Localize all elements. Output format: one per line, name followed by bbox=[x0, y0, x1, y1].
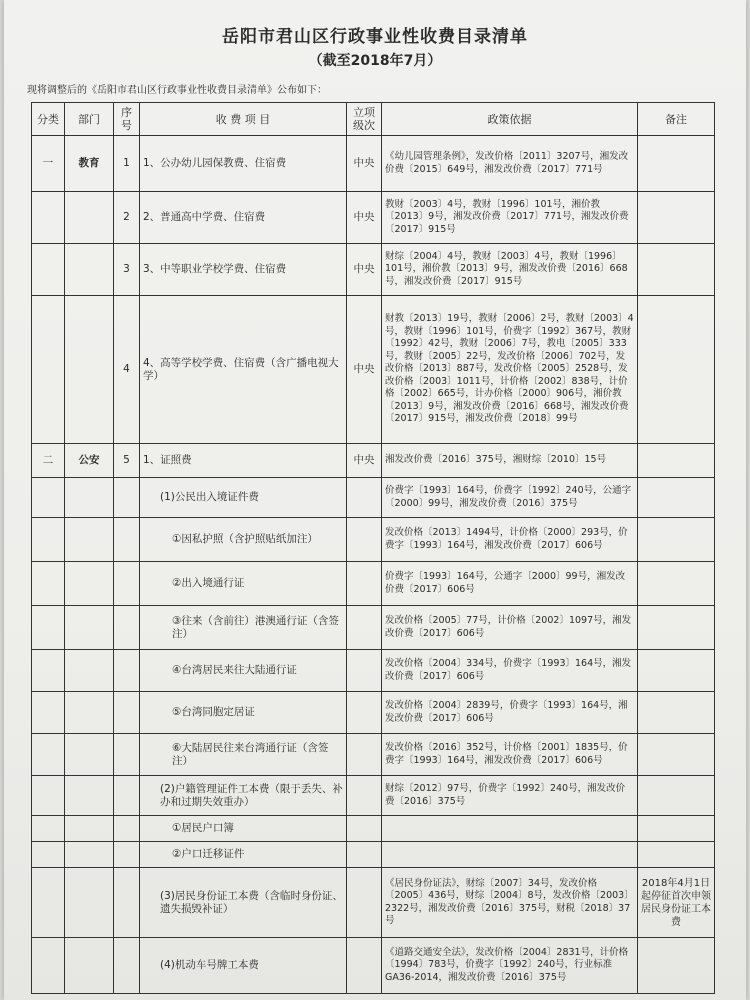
cell-item: (4)机动车号牌工本费 bbox=[140, 938, 347, 994]
cell-basis: 发改价格〔2004〕2839号，价费字〔1993〕164号，湘发改价费〔2017〕606号 bbox=[382, 692, 638, 734]
cell-item: (2)户籍管理证件工本费（限于丢失、补办和过期失效重办） bbox=[140, 776, 347, 816]
cell-seq bbox=[114, 776, 140, 816]
cell-seq bbox=[114, 650, 140, 692]
cell-seq bbox=[114, 562, 140, 606]
cell-seq: 2 bbox=[114, 192, 140, 244]
table-row bbox=[32, 816, 715, 842]
cell-item: ②户口迁移证件 bbox=[140, 842, 347, 868]
cell-category bbox=[32, 562, 65, 606]
cell-remark bbox=[638, 938, 715, 994]
cell-basis bbox=[382, 842, 638, 868]
table-row bbox=[32, 518, 715, 562]
cell-seq: 5 bbox=[114, 444, 140, 478]
cell-seq bbox=[114, 868, 140, 938]
cell-remark bbox=[638, 842, 715, 868]
cell-department bbox=[65, 650, 114, 692]
cell-seq bbox=[114, 518, 140, 562]
cell-department: 教育 bbox=[65, 136, 114, 192]
cell-basis: 《幼儿园管理条例》，发改价格〔2011〕3207号，湘发改价费〔2015〕649号，湘发改价费〔2017〕771号 bbox=[382, 136, 638, 192]
table-row bbox=[32, 562, 715, 606]
cell-department bbox=[65, 518, 114, 562]
table-row bbox=[32, 444, 715, 478]
cell-remark bbox=[638, 192, 715, 244]
cell-item: (3)居民身份证工本费（含临时身份证、遗失损毁补证） bbox=[140, 868, 347, 938]
cell-seq bbox=[114, 692, 140, 734]
cell-remark bbox=[638, 650, 715, 692]
cell-seq: 1 bbox=[114, 136, 140, 192]
cell-level: 中央 bbox=[347, 296, 382, 444]
cell-category bbox=[32, 650, 65, 692]
table-row bbox=[32, 244, 715, 296]
cell-department bbox=[65, 562, 114, 606]
cell-category: 二 bbox=[32, 444, 65, 478]
cell-seq bbox=[114, 816, 140, 842]
cell-level bbox=[347, 842, 382, 868]
document-title: 岳阳市君山区行政事业性收费目录清单 bbox=[222, 27, 528, 47]
cell-level bbox=[347, 478, 382, 518]
cell-category bbox=[32, 842, 65, 868]
cell-basis: 财综〔2004〕4号，教财〔2003〕4号，教财〔1996〕101号，湘价教〔2013〕9号，湘发改价费〔2016〕668号，湘发改价费〔2017〕915号 bbox=[382, 244, 638, 296]
cell-level bbox=[347, 734, 382, 776]
cell-category bbox=[32, 776, 65, 816]
cell-department bbox=[65, 816, 114, 842]
cell-category bbox=[32, 192, 65, 244]
cell-seq bbox=[114, 734, 140, 776]
cell-seq bbox=[114, 842, 140, 868]
table-row bbox=[32, 650, 715, 692]
cell-basis bbox=[382, 816, 638, 842]
cell-remark bbox=[638, 816, 715, 842]
cell-level: 中央 bbox=[347, 444, 382, 478]
cell-level bbox=[347, 606, 382, 650]
cell-item: ①因私护照（含护照贴纸加注） bbox=[140, 518, 347, 562]
cell-category bbox=[32, 518, 65, 562]
cell-department bbox=[65, 776, 114, 816]
cell-item: (1)公民出入境证件费 bbox=[140, 478, 347, 518]
cell-remark bbox=[638, 244, 715, 296]
table-header-row bbox=[32, 103, 715, 136]
cell-department bbox=[65, 478, 114, 518]
cell-seq: 3 bbox=[114, 244, 140, 296]
cell-category bbox=[32, 938, 65, 994]
cell-department bbox=[65, 842, 114, 868]
header-remark: 备注 bbox=[638, 103, 715, 136]
fee-table bbox=[31, 102, 715, 994]
cell-department bbox=[65, 606, 114, 650]
cell-category bbox=[32, 734, 65, 776]
cell-basis: 教财〔2003〕4号，教财〔1996〕101号，湘价教〔2013〕9号，湘发改价费〔2017〕771号，湘发改价费〔2017〕915号 bbox=[382, 192, 638, 244]
table-row bbox=[32, 734, 715, 776]
cell-item: ③往来（含前往）港澳通行证（含签注） bbox=[140, 606, 347, 650]
header-department: 部门 bbox=[65, 103, 114, 136]
cell-department bbox=[65, 192, 114, 244]
cell-item: ⑤台湾同胞定居证 bbox=[140, 692, 347, 734]
cell-item: ④台湾居民来往大陆通行证 bbox=[140, 650, 347, 692]
intro-text: 现将调整后的《岳阳市君山区行政事业性收费目录清单》公布如下： bbox=[27, 85, 327, 96]
cell-basis: 价费字〔1993〕164号，价费字〔1992〕240号，公通字〔2000〕99号，湘发改价费〔2016〕375号 bbox=[382, 478, 638, 518]
cell-basis: 湘发改价费〔2016〕375号，湘财综〔2010〕15号 bbox=[382, 444, 638, 478]
table-row bbox=[32, 136, 715, 192]
cell-category bbox=[32, 296, 65, 444]
cell-seq: 4 bbox=[114, 296, 140, 444]
cell-category: 一 bbox=[32, 136, 65, 192]
cell-item: 3、中等职业学校学费、住宿费 bbox=[140, 244, 347, 296]
cell-item: ①居民户口簿 bbox=[140, 816, 347, 842]
table-row bbox=[32, 776, 715, 816]
cell-department: 公安 bbox=[65, 444, 114, 478]
header-category: 分类 bbox=[32, 103, 65, 136]
cell-department bbox=[65, 244, 114, 296]
cell-department bbox=[65, 296, 114, 444]
cell-level bbox=[347, 650, 382, 692]
cell-level bbox=[347, 938, 382, 994]
cell-item: 4、高等学校学费、住宿费（含广播电视大学） bbox=[140, 296, 347, 444]
cell-department bbox=[65, 734, 114, 776]
header-item: 收 费 项 目 bbox=[140, 103, 347, 136]
cell-basis: 《道路交通安全法》，发改价格〔2004〕2831号，计价格〔1994〕783号，价费字〔1992〕240号，行业标准GA36-2014，湘发改价费〔2016〕375号 bbox=[382, 938, 638, 994]
table-row bbox=[32, 692, 715, 734]
cell-basis: 发改价格〔2004〕334号，价费字〔1993〕164号，湘发改价费〔2017〕606号 bbox=[382, 650, 638, 692]
cell-item: 1、证照费 bbox=[140, 444, 347, 478]
cell-remark bbox=[638, 734, 715, 776]
cell-remark bbox=[638, 606, 715, 650]
cell-level bbox=[347, 776, 382, 816]
table-row bbox=[32, 842, 715, 868]
cell-item: ⑥大陆居民往来台湾通行证（含签注） bbox=[140, 734, 347, 776]
cell-department bbox=[65, 692, 114, 734]
cell-department bbox=[65, 938, 114, 994]
cell-remark bbox=[638, 444, 715, 478]
cell-category bbox=[32, 478, 65, 518]
cell-remark bbox=[638, 776, 715, 816]
cell-remark bbox=[638, 562, 715, 606]
cell-item: 2、普通高中学费、住宿费 bbox=[140, 192, 347, 244]
cell-level bbox=[347, 816, 382, 842]
document-subtitle: （截至2018年7月） bbox=[308, 53, 442, 69]
cell-category bbox=[32, 868, 65, 938]
table-row bbox=[32, 938, 715, 994]
cell-item: 1、公办幼儿园保教费、住宿费 bbox=[140, 136, 347, 192]
cell-basis: 财综〔2012〕97号，价费字〔1992〕240号，湘发改价费〔2016〕375号 bbox=[382, 776, 638, 816]
cell-remark bbox=[638, 692, 715, 734]
cell-level: 中央 bbox=[347, 136, 382, 192]
cell-basis: 财教〔2013〕19号，教财〔2006〕2号，教财〔2003〕4号，教财〔1996〕101号，价费字〔1992〕367号，教财〔1992〕42号，教财〔2006〕7号，教电〔2005〕333号，教财〔2005〕22号，发改价格〔2006〕702号，发改价格〔2013〕887号，发改价格〔2005〕2528号，发改价格〔2003〕1011号，计价格〔2002〕838号，计价格〔2002〕665号，计办价格〔2000〕906号，湘价教〔2013〕9号，湘发改价费〔2016〕668号，湘发改价费〔2017〕915号，湘发改价费〔2018〕99号 bbox=[382, 296, 638, 444]
cell-basis: 发改价格〔2013〕1494号，计价格〔2000〕293号，价费字〔1993〕164号，湘发改价费〔2017〕606号 bbox=[382, 518, 638, 562]
cell-item: ②出入境通行证 bbox=[140, 562, 347, 606]
cell-basis: 《居民身份证法》，财综〔2007〕34号，发改价格〔2005〕436号，财综〔2004〕8号，发改价格〔2003〕2322号，湘发改价费〔2016〕375号，财税〔2018〕37号 bbox=[382, 868, 638, 938]
cell-basis: 发改价格〔2005〕77号，计价格〔2002〕1097号，湘发改价费〔2017〕606号 bbox=[382, 606, 638, 650]
cell-level: 中央 bbox=[347, 244, 382, 296]
cell-seq bbox=[114, 938, 140, 994]
cell-basis: 发改价格〔2016〕352号，计价格〔2001〕1835号，价费字〔1993〕164号，湘发改价费〔2017〕606号 bbox=[382, 734, 638, 776]
cell-remark bbox=[638, 136, 715, 192]
cell-level bbox=[347, 868, 382, 938]
cell-seq bbox=[114, 606, 140, 650]
cell-level bbox=[347, 692, 382, 734]
cell-department bbox=[65, 868, 114, 938]
table-row bbox=[32, 192, 715, 244]
cell-category bbox=[32, 816, 65, 842]
cell-category bbox=[32, 244, 65, 296]
cell-category bbox=[32, 692, 65, 734]
header-level: 立项级次 bbox=[347, 103, 382, 136]
cell-basis: 价费字〔1993〕164号，公通字〔2000〕99号，湘发改价费〔2017〕606号 bbox=[382, 562, 638, 606]
cell-level: 中央 bbox=[347, 192, 382, 244]
header-basis: 政策依据 bbox=[382, 103, 638, 136]
header-seq: 序号 bbox=[114, 103, 140, 136]
cell-level bbox=[347, 518, 382, 562]
cell-remark: 2018年4月1日起停征首次申领居民身份证工本费 bbox=[638, 868, 715, 938]
cell-remark bbox=[638, 296, 715, 444]
cell-level bbox=[347, 562, 382, 606]
cell-seq bbox=[114, 478, 140, 518]
cell-remark bbox=[638, 518, 715, 562]
cell-category bbox=[32, 606, 65, 650]
table-row bbox=[32, 868, 715, 938]
table-row bbox=[32, 606, 715, 650]
table-row bbox=[32, 296, 715, 444]
cell-remark bbox=[638, 478, 715, 518]
table-row bbox=[32, 478, 715, 518]
document-page bbox=[4, 0, 746, 1000]
